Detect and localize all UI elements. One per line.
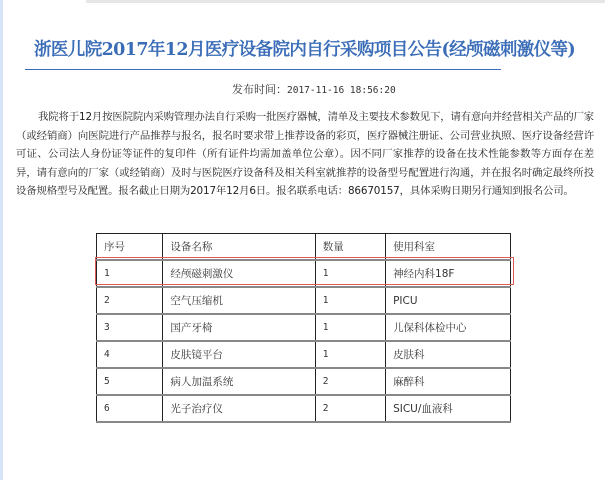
cell-name: 空气压缩机 — [163, 287, 315, 314]
left-edge-strip — [0, 0, 3, 480]
cell-qty: 1 — [315, 260, 385, 287]
cell-dept: 麻醉科 — [386, 368, 511, 395]
header-name: 设备名称 — [163, 234, 315, 261]
publish-time-value: 2017-11-16 18:56:20 — [287, 85, 396, 96]
cell-dept: SICU/血液科 — [386, 395, 511, 422]
cell-qty: 2 — [315, 368, 385, 395]
cell-name: 经颅磁刺激仪 — [163, 260, 315, 287]
table-row — [97, 395, 511, 422]
table-row — [97, 287, 511, 314]
cell-qty: 1 — [315, 341, 385, 368]
cell-dept: PICU — [386, 287, 511, 314]
cell-dept: 神经内科18F — [386, 260, 511, 287]
header-no: 序号 — [97, 234, 163, 261]
table-row — [97, 260, 511, 287]
cell-dept: 皮肤科 — [386, 341, 511, 368]
header-dept: 使用科室 — [386, 234, 511, 261]
publish-time-label: 发布时间： — [232, 83, 287, 96]
cell-name: 国产牙椅 — [163, 314, 315, 341]
cell-name: 病人加温系统 — [163, 368, 315, 395]
procurement-table — [96, 233, 511, 423]
cell-no: 5 — [97, 368, 163, 395]
table-header-row — [97, 234, 511, 261]
cell-no: 2 — [97, 287, 163, 314]
table-row — [97, 368, 511, 395]
announcement-body: 我院将于12月按医院院内采购管理办法自行采购一批医疗器械，清单及主要技术参数见下，请有意向并经营相关产品的厂家（或经销商）向医院进行产品推荐与报名，报名时要求带上推荐设备的彩页，医疗器械注册证、公司营业执照、医疗设备经营许可证、公司法人身份证等证件的复印件（所有证件均需加盖单位公章）。因不同厂家推荐的设备在技术性能参数等方面存在差异，请有意向的厂家（或经销商）及时与医院医疗设备科及相关科室就推荐的设备型号配置进行沟通，并在报名时确定最终所投设备规格型号及配置。报名截止日期为2017年12月6日。报名联系电话：86670157，具体采购日期另行通知到报名公司。 — [16, 111, 594, 198]
table-row — [97, 341, 511, 368]
cell-no: 4 — [97, 341, 163, 368]
page-title: 浙医儿院2017年12月医疗设备院内自行采购项目公告(经颅磁刺激仪等) — [34, 40, 576, 60]
table-row — [97, 314, 511, 341]
cell-no: 6 — [97, 395, 163, 422]
cell-name: 皮肤镜平台 — [163, 341, 315, 368]
cell-qty: 1 — [315, 287, 385, 314]
cell-dept: 儿保科体检中心 — [386, 314, 511, 341]
publish-time — [232, 81, 396, 97]
cell-name: 光子治疗仪 — [163, 395, 315, 422]
cell-no: 1 — [97, 260, 163, 287]
top-border — [86, 0, 605, 3]
cell-qty: 1 — [315, 314, 385, 341]
header-qty: 数量 — [315, 234, 385, 261]
cell-no: 3 — [97, 314, 163, 341]
cell-qty: 2 — [315, 395, 385, 422]
title-divider — [25, 69, 501, 70]
